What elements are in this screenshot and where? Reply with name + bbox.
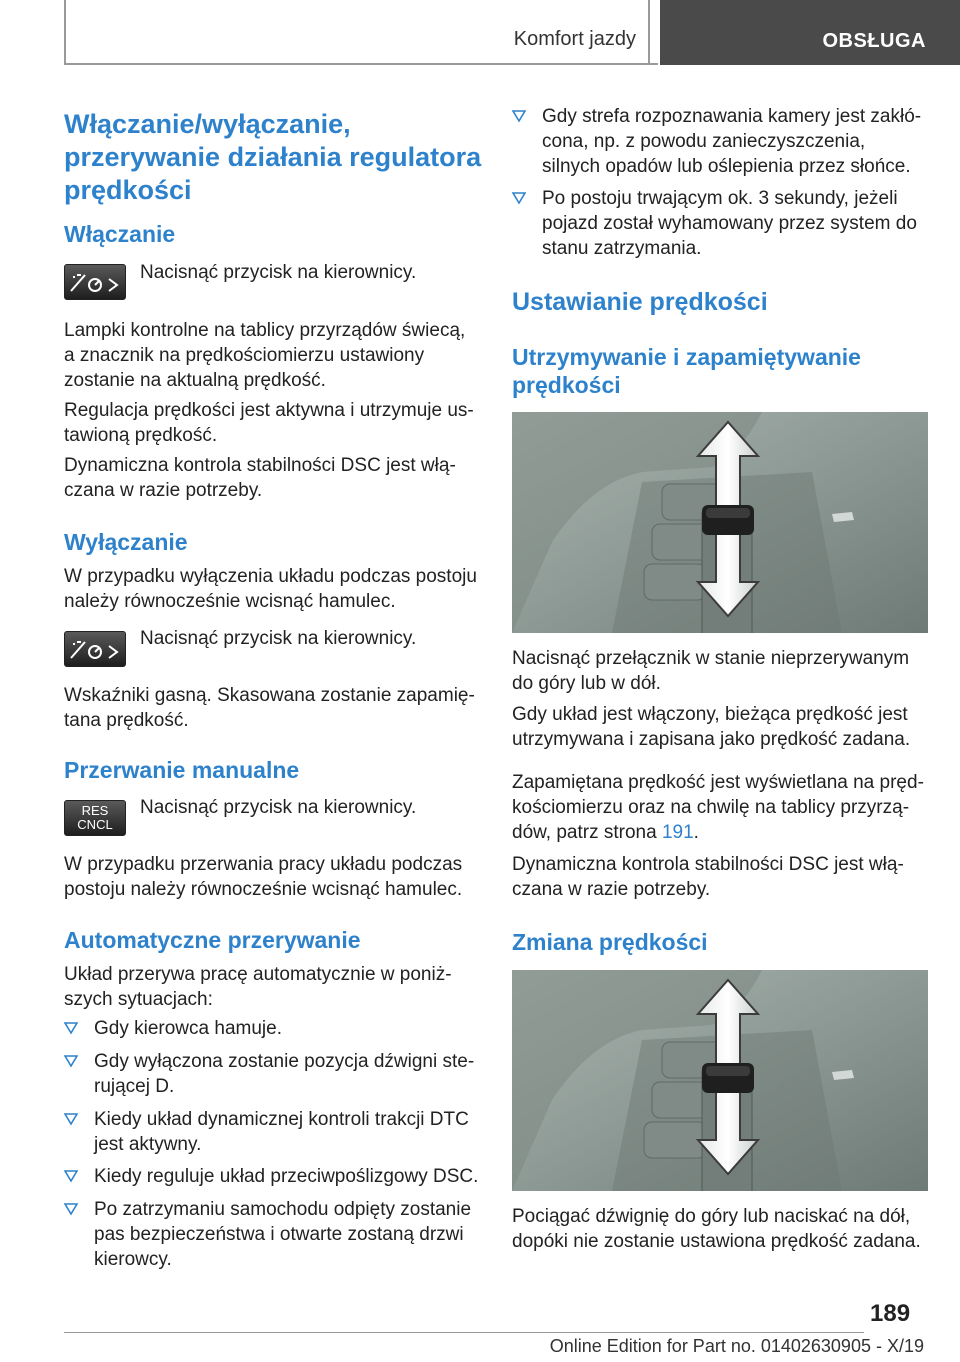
list-item bbox=[64, 1164, 484, 1189]
keep-paragraph-4: Dynamiczna kontrola stabilności DSC jest włączana w razie potrzeby. bbox=[512, 854, 904, 900]
list-item bbox=[512, 186, 928, 261]
cruise-control-button-icon bbox=[64, 264, 126, 300]
off-paragraph-1: W przypadku wyłączenia układu podczas postoju należy równocześnie wcisnąć hamulec. bbox=[64, 566, 477, 612]
on-paragraph-2: Regulacja prędkości jest aktywna i utrzymuje ustawioną prędkość. bbox=[64, 400, 474, 446]
on-instruction: Nacisnąć przycisk na kierownicy. bbox=[140, 262, 417, 283]
keep-paragraph-2: Gdy układ jest włączony, bieżąca prędkość jest utrzymywana i zapisana jako prędkość zadana. bbox=[512, 704, 911, 750]
list-item-text: Po zatrzymaniu samochodu odpięty zostanie pas bezpieczeństwa i otwarte zostaną drzwi kierowcy. bbox=[94, 1199, 472, 1270]
on-paragraph-1: Lampki kontrolne na tablicy przyrządów świecą, a znacznik na prędkościomierzu ustawiony zostanie na aktualną prędkość. bbox=[64, 320, 466, 391]
list-item-text: Kiedy reguluje układ przeciwpoślizgowy DSC. bbox=[94, 1166, 479, 1187]
off-instruction: Nacisnąć przycisk na kierownicy. bbox=[140, 628, 417, 649]
header-divider-bottom bbox=[64, 63, 658, 65]
heading-auto: Automatyczne przerywanie bbox=[64, 927, 361, 953]
list-item-text: Gdy wyłączona zostanie pozycja dźwigni sterującej D. bbox=[94, 1051, 475, 1097]
header-section-title: Komfort jazdy bbox=[513, 28, 636, 50]
list-item bbox=[64, 1016, 480, 1041]
footer-divider bbox=[64, 1332, 864, 1333]
section-title: Włączanie/wyłączanie, przerywanie działania regulatora prędkości bbox=[64, 109, 482, 205]
heading-set-speed: Ustawianie prędkości bbox=[512, 288, 768, 316]
manual-instruction: Nacisnąć przycisk na kierownicy. bbox=[140, 797, 417, 818]
triangle-bullet-icon bbox=[64, 1112, 78, 1126]
heading-on: Włączanie bbox=[64, 221, 176, 247]
heading-off: Wyłączanie bbox=[64, 529, 188, 555]
res-label: RES bbox=[81, 803, 109, 818]
off-paragraph-2: Wskaźniki gasną. Skasowana zostanie zapamiętana prędkość. bbox=[64, 685, 475, 731]
triangle-bullet-icon bbox=[64, 1202, 78, 1216]
keep-paragraph-3-text: Zapamiętana prędkość jest wyświetlana na prędkościomierzu oraz na chwilę na tablicy przyrządów, patrz strona bbox=[512, 772, 924, 843]
triangle-bullet-icon bbox=[512, 191, 526, 205]
header-divider-left bbox=[64, 0, 66, 64]
list-item-text: Gdy strefa rozpoznawania kamery jest zakłócona, np. z powodu zanieczyszczenia, silnych opadów lub oślepienia przez słońce. bbox=[542, 106, 922, 177]
heading-manual: Przerwanie manualne bbox=[64, 757, 300, 783]
keep-paragraph-3-end: . bbox=[693, 822, 699, 843]
cncl-label: CNCL bbox=[77, 817, 113, 832]
auto-paragraph-1: Układ przerywa pracę automatycznie w poniższych sytuacjach: bbox=[64, 964, 452, 1010]
keep-paragraph-3 bbox=[512, 770, 932, 845]
steering-wheel-switch-photo bbox=[512, 970, 928, 1191]
list-item-text: Kiedy układ dynamicznej kontroli trakcji DTC jest aktywny. bbox=[94, 1109, 469, 1155]
triangle-bullet-icon bbox=[64, 1169, 78, 1183]
on-paragraph-3: Dynamiczna kontrola stabilności DSC jest włączana w razie potrzeby. bbox=[64, 455, 456, 501]
list-item-text: Gdy kierowca hamuje. bbox=[94, 1018, 282, 1039]
list-item bbox=[64, 1107, 480, 1157]
header-chapter-label: OBSŁUGA bbox=[822, 30, 926, 52]
list-item bbox=[64, 1197, 480, 1272]
cruise-control-button-icon bbox=[64, 631, 126, 667]
list-item-text: Po postoju trwającym ok. 3 sekundy, jeżeli pojazd został wyhamowany przez system do stanu zatrzymania. bbox=[542, 188, 917, 259]
keep-paragraph-1: Nacisnąć przełącznik w stanie nieprzerywanym do góry lub w dół. bbox=[512, 648, 910, 694]
header-divider-mid bbox=[648, 0, 650, 64]
heading-keep-speed: Utrzymywanie i zapamiętywanie prędkości bbox=[512, 344, 861, 398]
manual-paragraph-1: W przypadku przerwania pracy układu podczas postoju należy równocześnie wcisnąć hamulec. bbox=[64, 854, 463, 900]
header-chapter-tab bbox=[660, 0, 960, 65]
triangle-bullet-icon bbox=[64, 1021, 78, 1035]
list-item bbox=[512, 104, 928, 179]
change-paragraph-1: Pociągać dźwignię do góry lub naciskać na dół, dopóki nie zostanie ustawiona prędkość zadana. bbox=[512, 1206, 921, 1252]
page-number: 189 bbox=[870, 1300, 911, 1327]
heading-change-speed: Zmiana prędkości bbox=[512, 929, 708, 955]
page-reference-link[interactable]: 191 bbox=[661, 822, 694, 843]
list-item bbox=[64, 1049, 480, 1099]
footer-edition: Online Edition for Part no. 01402630905 - X/19 bbox=[549, 1336, 924, 1356]
res-cncl-button-icon bbox=[64, 800, 126, 836]
triangle-bullet-icon bbox=[512, 109, 526, 123]
triangle-bullet-icon bbox=[64, 1054, 78, 1068]
steering-wheel-switch-photo bbox=[512, 412, 928, 633]
